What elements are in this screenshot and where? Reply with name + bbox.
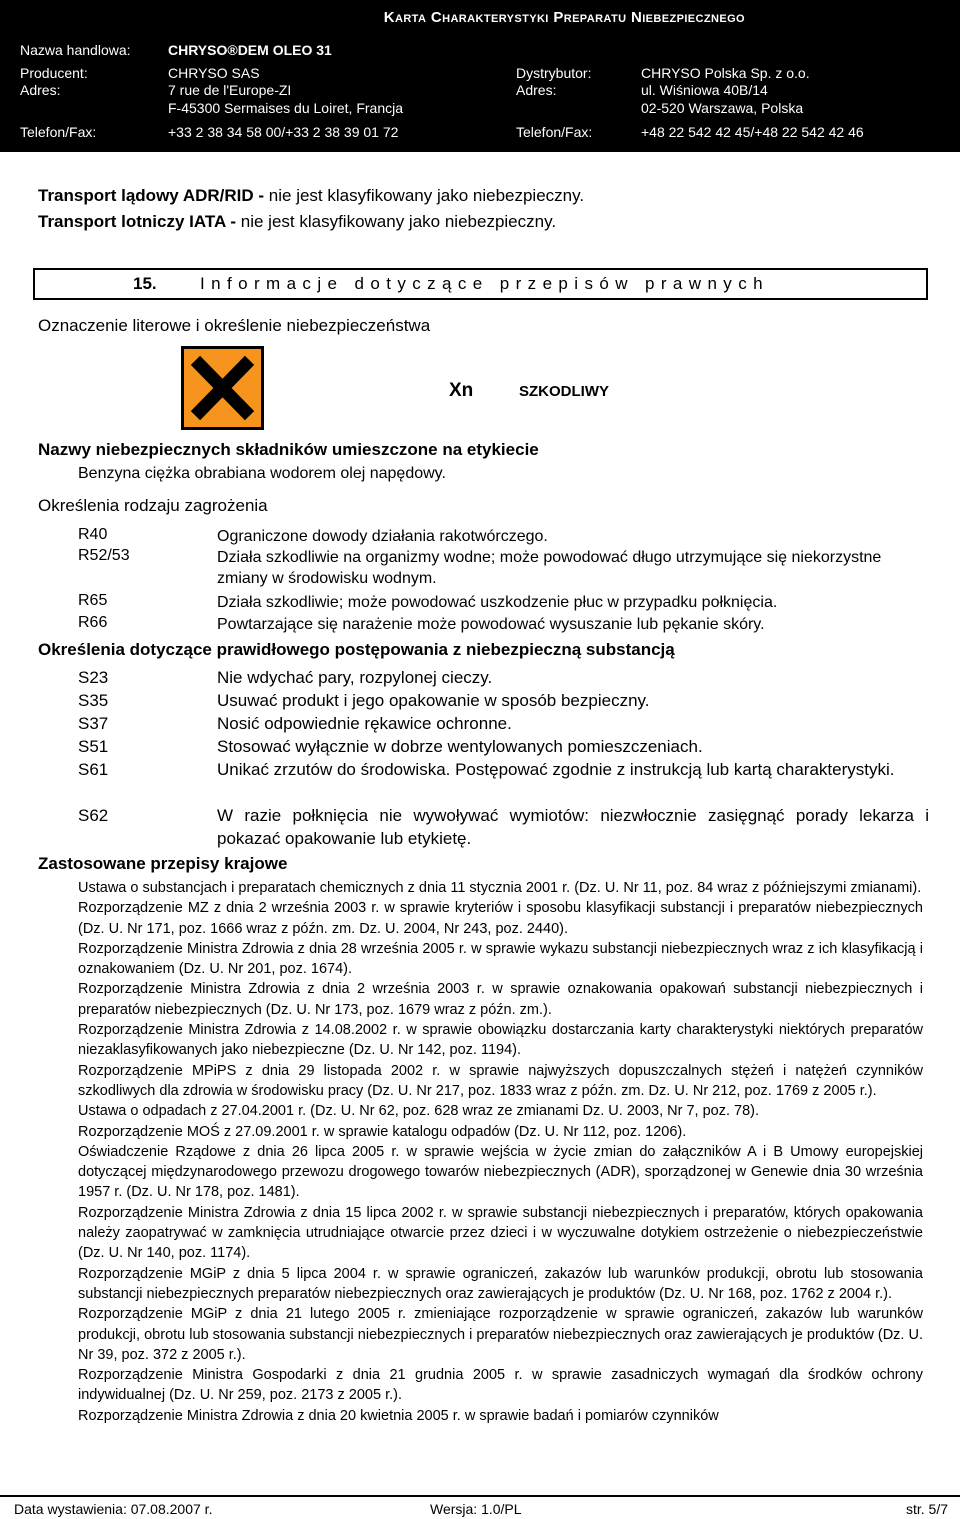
regulation-item: Rozporządzenie Ministra Zdrowia z dnia 2 września 2003 r. w sprawie oznakowania opakowań substancji niebezpiecznych i preparatów niebezpiecznych (Dz. U. Nr 173, poz. 1679 wraz z późn. zm.).	[78, 981, 923, 1018]
transport-adr	[38, 186, 584, 206]
distributor-address-line-1: ul. Wiśniowa 40B/14	[641, 82, 768, 98]
distributor-phone: +48 22 542 42 45/+48 22 542 42 46	[641, 124, 864, 140]
regulation-item: Rozporządzenie MOŚ z 27.09.2001 r. w sprawie katalogu odpadów (Dz. U. Nr 112, poz. 1206).	[78, 1123, 687, 1140]
regulation-item: Oświadczenie Rządowe z dnia 26 lipca 2005 r. w sprawie wejścia w życie zmian do załączników A i B Umowy europejskiej dotyczącej międzynarodowego przewozu drogowego towarów niebezpiecznych (ADR), sporządzonej w Genewie dnia 30 września 1957 r. (Dz. U. Nr 178, poz. 1481).	[78, 1143, 923, 1201]
regulation-item: Rozporządzenie MGiP z dnia 5 lipca 2004 r. w sprawie ograniczeń, zakazów lub warunków produkcji, obrotu lub stosowania substancji niebezpiecznych preparatów niebezpiecznych oraz zawierających je produktów (Dz. U. Nr 168, poz. 1762 z 2004 r.).	[78, 1265, 923, 1302]
safety-phrase-code: S51	[78, 737, 109, 756]
ingredients-heading: Nazwy niebezpiecznych składników umieszczone na etykiecie	[38, 440, 539, 459]
issue-date: Data wystawienia: 07.08.2007 r.	[14, 1501, 213, 1517]
ingredient-name: Benzyna ciężka obrabiana wodorem olej napędowy.	[78, 465, 446, 482]
regulation-item: Rozporządzenie Ministra Zdrowia z 14.08.2002 r. w sprawie obowiązku dostarczania karty charakterystyki niektórych preparatów niezaklasyfikowanych jako niebezpieczne (Dz. U. Nr 142, poz. 1194).	[78, 1022, 923, 1059]
version: Wersja: 1.0/PL	[430, 1501, 522, 1517]
producer-address-label: Adres:	[20, 82, 61, 98]
safety-phrase-text: Nosić odpowiednie rękawice ochronne.	[217, 714, 512, 733]
transport-iata	[38, 212, 556, 232]
transport-iata-text: nie jest klasyfikowany jako niebezpieczny.	[236, 212, 557, 231]
producer-name: CHRYSO SAS	[168, 65, 260, 81]
risk-phrase-code: R66	[78, 614, 108, 631]
safety-phrase-text: Nie wdychać pary, rozpylonej cieczy.	[217, 668, 493, 687]
hazard-symbol-name: SZKODLIWY	[519, 383, 609, 400]
safety-phrase-text: W razie połknięcia nie wywoływać wymiotów: niezwłocznie zasięgnąć porady lekarza i pokazać opakowanie lub etykietę.	[217, 806, 929, 848]
risk-phrase-text: Działa szkodliwie; może powodować uszkodzenie płuc w przypadku połknięcia.	[217, 594, 778, 611]
section-title: Informacje dotyczące przepisów prawnych	[200, 274, 769, 293]
risk-phrase-text: Powtarzające się narażenie może powodować wysuszanie lub pękanie skóry.	[217, 616, 765, 633]
distributor-name: CHRYSO Polska Sp. z o.o.	[641, 65, 810, 81]
labelling-heading: Oznaczenie literowe i określenie niebezpieczeństwa	[38, 316, 431, 335]
regulation-item: Rozporządzenie MZ z dnia 2 września 2003 r. w sprawie kryteriów i sposobu klasyfikacji substancji i preparatów niebezpiecznych (Dz. U. Nr 171, poz. 1666 wraz z późn. zm. Dz. U. 2004, Nr 243, poz. 2440).	[78, 900, 923, 937]
producer-phone: +33 2 38 34 58 00/+33 2 38 39 01 72	[168, 124, 399, 140]
regulations-heading: Zastosowane przepisy krajowe	[38, 854, 288, 873]
distributor-phone-label: Telefon/Fax:	[516, 124, 593, 140]
transport-adr-text: nie jest klasyfikowany jako niebezpieczny.	[264, 186, 585, 205]
header-title-bar	[0, 0, 960, 34]
safety-phrases-heading: Określenia dotyczące prawidłowego postępowania z niebezpieczną substancją	[38, 640, 675, 659]
risk-phrases-heading: Określenia rodzaju zagrożenia	[38, 496, 268, 515]
regulation-item: Rozporządzenie MGiP z dnia 21 lutego 2005 r. zmieniające rozporządzenie w sprawie ograniczeń, zakazów lub warunków produkcji, obrotu lub stosowania substancji niebezpiecznych i preparatów niebezpiecznych oraz zawierających je produktów (Dz. U. Nr 39, poz. 372 z 2005 r.).	[78, 1306, 923, 1363]
footer-rule	[0, 1495, 960, 1497]
producer-label: Producent:	[20, 65, 88, 81]
distributor-address-label: Adres:	[516, 82, 557, 98]
safety-phrase-code: S61	[78, 760, 109, 779]
header-rule	[0, 149, 960, 152]
producer-phone-label: Telefon/Fax:	[20, 124, 97, 140]
document-title: Karta Charakterystyki Preparatu Niebezpiecznego	[383, 9, 745, 26]
regulation-item: Rozporządzenie Ministra Zdrowia z dnia 20 kwietnia 2005 r. w sprawie badań i pomiarów czynników	[78, 1407, 719, 1424]
regulation-item: Rozporządzenie Ministra Zdrowia z dnia 15 lipca 2002 r. w sprawie substancji niebezpiecznych i preparatów, których opakowania należy zaopatrywać w zamknięcia utrudniające otwarcie przez dzieci i w wyczuwalne dotykiem ostrzeżenie o niebezpieczeństwie (Dz. U. Nr 140, poz. 1174).	[78, 1204, 923, 1262]
safety-phrase-text: Unikać zrzutów do środowiska. Postępować zgodnie z instrukcją lub kartą charakterystyki.	[217, 760, 895, 779]
header-info	[0, 34, 960, 149]
page-number: str. 5/7	[905, 1501, 948, 1517]
hazard-cross-icon	[181, 346, 264, 430]
section-15-header	[33, 268, 928, 300]
risk-phrase-code: R65	[78, 592, 108, 609]
regulation-item: Rozporządzenie MPiPS z dnia 29 listopada 2002 r. w sprawie najwyższych dopuszczalnych stężeń i natężeń czynników szkodliwych dla zdrowia w środowisku pracy (Dz. U. Nr 217, poz. 1833 wraz z późn. zm. Dz. U. Nr 212, poz. 1769 z 2005 r.).	[78, 1062, 923, 1099]
regulations-list	[78, 878, 923, 1426]
safety-phrase-text: Stosować wyłącznie w dobrze wentylowanych pomieszczeniach.	[217, 737, 703, 756]
transport-adr-label: Transport lądowy ADR/RID -	[38, 186, 265, 205]
risk-phrase-code: R52/53	[78, 547, 130, 564]
distributor-address-line-2: 02-520 Warszawa, Polska	[641, 100, 804, 116]
regulation-item: Rozporządzenie Ministra Zdrowia z dnia 28 września 2005 r. w sprawie wykazu substancji niebezpiecznych wraz z ich klasyfikacją i oznakowaniem (Dz. U. Nr 201, poz. 1674).	[78, 940, 923, 978]
producer-address-line-1: 7 rue de l'Europe-ZI	[168, 82, 292, 98]
trade-name-label: Nazwa handlowa:	[20, 42, 131, 58]
trade-name: CHRYSO®DEM OLEO 31	[168, 42, 332, 58]
safety-phrase-code: S62	[78, 806, 109, 825]
section-number: 15.	[133, 274, 157, 293]
regulation-item: Rozporządzenie Ministra Gospodarki z dnia 21 grudnia 2005 r. w sprawie zasadniczych wymagań dla środków ochrony indywidualnej (Dz. U. Nr 259, poz. 2173 z 2005 r.).	[78, 1367, 923, 1404]
regulation-item: Ustawa o substancjach i preparatach chemicznych z dnia 11 stycznia 2001 r. (Dz. U. Nr 11, poz. 84 wraz z późniejszymi zmianami).	[78, 880, 922, 896]
safety-phrase-code: S23	[78, 668, 109, 687]
producer-address-line-2: F-45300 Sermaises du Loiret, Francja	[168, 100, 403, 116]
safety-phrase-code: S37	[78, 714, 109, 733]
risk-phrase-text: Ograniczone dowody działania rakotwórczego.	[217, 528, 548, 545]
risk-phrase-text: Działa szkodliwie na organizmy wodne; może powodować długo utrzymujące się niekorzystne zmiany w środowisku wodnym.	[217, 549, 882, 587]
safety-phrase-text: Usuwać produkt i jego opakowanie w sposób bezpieczny.	[217, 691, 650, 710]
risk-phrase-code: R40	[78, 526, 108, 543]
safety-phrase-code: S35	[78, 691, 109, 710]
regulation-item: Ustawa o odpadach z 27.04.2001 r. (Dz. U. Nr 62, poz. 628 wraz ze zmianami Dz. U. 2003, Nr 7, poz. 78).	[78, 1103, 760, 1120]
hazard-symbol-code: Xn	[449, 380, 474, 401]
distributor-label: Dystrybutor:	[516, 65, 592, 81]
transport-iata-label: Transport lotniczy IATA -	[38, 212, 237, 231]
